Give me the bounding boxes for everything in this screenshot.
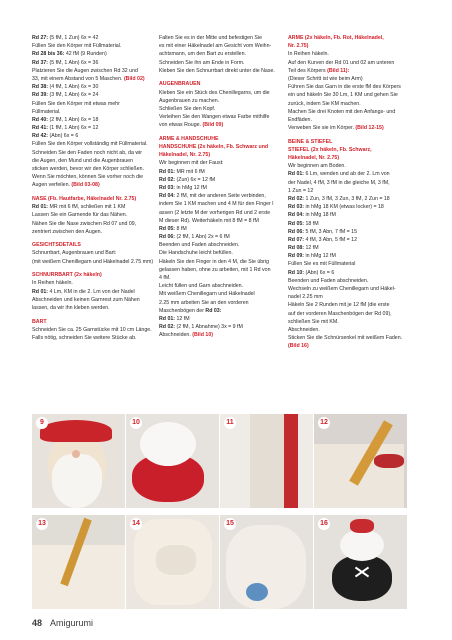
instruction-text: Häkeln Sie den Finger in den 4 M, die Sie übrig (159, 258, 270, 265)
round-label: Rd 04: (159, 193, 176, 200)
photo-16 (314, 515, 407, 609)
text-line (159, 34, 281, 42)
instruction-text: In Reihen häkeln. (288, 51, 329, 58)
image-reference: (Bild 10) (192, 332, 213, 339)
instruction-text: Schneiden Sie den Faden noch nicht ab, da wir (32, 149, 143, 156)
text-line (32, 124, 154, 132)
instruction-text: auf der vorderen Maschenbögen der Rd 09), (288, 310, 392, 317)
instruction-text: 4 fM, 3 Abn, 5 fM = 12 (304, 236, 358, 243)
text-line (159, 67, 281, 75)
photo-number: 11 (224, 417, 236, 429)
instruction-text: (mit weißem Chenillegarn und Häkelnadel 2.75 mm) (32, 258, 154, 265)
round-label: Rd 08: (288, 245, 305, 252)
instruction-text: Falten Sie es in der Mitte und befestigen Sie (159, 35, 263, 41)
section-heading: NASE (32, 195, 47, 202)
text-line (288, 154, 418, 162)
image-reference: (Bild 16) (288, 343, 309, 350)
round-label: Rd 28 bis 36: (32, 51, 65, 58)
text-line (32, 203, 154, 211)
instruction-text: Teil des Körpers (288, 67, 328, 74)
text-line (288, 59, 418, 67)
instruction-text: (Abn) 6x = 6 (304, 269, 335, 276)
text-line (32, 288, 154, 296)
photo-number: 16 (318, 518, 330, 530)
instruction-text: 2.25 mm arbeiten Sie an den vorderen (159, 299, 249, 306)
instruction-text: Lassen Sie ein Garnende für das Nähen. (32, 212, 128, 219)
round-label: Rd 01: (159, 168, 176, 175)
text-line (32, 279, 154, 287)
instruction-text: MR mit 6 fM (175, 168, 205, 175)
instruction-text: ein und häkeln Sie 30 Lm, 1 KM und gehen Sie (288, 92, 398, 99)
instruction-text: (4 fM, 1 Abn) 6x = 30 (48, 84, 99, 91)
instruction-text: 8 fM (175, 225, 187, 232)
photo-12 (314, 414, 407, 508)
text-line (288, 252, 418, 260)
text-line (159, 113, 281, 121)
text-line (288, 108, 418, 116)
section-heading-sub: (2x häkeln, Fb. Rot, Häkelnadel, (303, 35, 384, 41)
photo-11 (220, 414, 313, 508)
instruction-text: die Augen, den Mund und die Augenbrauen (32, 157, 134, 164)
text-line (288, 211, 418, 219)
instruction-text: Wir beginnen am Boden. (288, 163, 346, 170)
round-label: Rd 01: (288, 171, 305, 178)
text-line (32, 108, 154, 116)
text-line (32, 241, 154, 249)
instruction-text: Die Handschuhe leicht befüllen. (159, 250, 233, 257)
photo-number: 15 (224, 518, 236, 530)
text-line (159, 217, 281, 225)
text-line (159, 209, 281, 217)
section-heading-sub: (2x häkeln, Fb. Schwarz, (309, 146, 372, 153)
instruction-text: Führen Sie das Garn in die erste fM des Körpers (288, 84, 401, 91)
text-line (32, 334, 154, 342)
image-reference: (Bild 03-08) (71, 182, 100, 189)
text-line (159, 323, 281, 331)
round-label: Rd 40: (32, 116, 49, 123)
text-line (159, 331, 281, 339)
instruction-text: (2 fM, 1 Abn) 2x = 6 fM (175, 234, 230, 241)
instruction-text: Schnurrbart, Augenbrauen und Bart: (32, 250, 117, 257)
text-line (159, 307, 281, 315)
instruction-text: Beenden und Faden abschneiden. (159, 242, 240, 249)
instruction-text: in hMg 18 fM (304, 212, 336, 219)
instruction-text: gelassen haben, ohne zu arbeiten, mit 1 Rd von (159, 266, 271, 273)
instruction-text: achtsmann, um den Bart zu erstellen. (159, 51, 246, 58)
instruction-text: Abschneiden. (159, 332, 193, 339)
instruction-text: 1 Zun = 12 (288, 187, 314, 194)
text-column-2 (159, 34, 281, 340)
text-line (288, 220, 418, 228)
instruction-text: (Dieser Schritt ist wie beim Arm) (288, 75, 363, 82)
text-line (288, 42, 418, 50)
round-label: Rd 06: (159, 234, 176, 241)
instruction-text: Sticken Sie die Schnürsenkel mit weißem Faden. (288, 335, 403, 342)
photo-number: 14 (130, 518, 142, 530)
text-line (32, 116, 154, 124)
text-line (32, 100, 154, 108)
instruction-text: Wenn Sie möchten, können Sie vorher noch die (32, 174, 144, 181)
text-line (159, 143, 281, 151)
text-line (288, 138, 418, 146)
round-label: Rd 02: (288, 195, 305, 202)
instruction-text: zurück, indem Sie KM machen. (288, 100, 361, 107)
instruction-text: nadel 2.25 mm (288, 294, 323, 301)
text-line (288, 124, 418, 132)
section-heading: STIEFEL (288, 146, 310, 153)
image-reference: (Bild 09) (202, 122, 224, 129)
text-line (288, 301, 418, 309)
instruction-text: 33, mit einem Abstand von 5 Maschen. (32, 75, 124, 82)
text-line (32, 132, 154, 140)
photo-number: 13 (36, 518, 48, 530)
section-heading: AUGENBRAUEN (159, 81, 201, 88)
photo-number: 12 (318, 417, 330, 429)
instruction-text: Augen verfeilen. (32, 182, 72, 189)
text-line (159, 42, 281, 50)
text-line (32, 165, 154, 173)
instruction-text: (1 fM, 1 Abn) 6x = 12 (48, 125, 99, 132)
text-line (159, 282, 281, 290)
round-label: Rd 38: (32, 84, 49, 91)
instruction-text: 6 Lm, wenden und ab der 2. Lm von (304, 171, 390, 178)
text-line (288, 67, 418, 75)
text-line (159, 97, 281, 105)
section-heading: Nr. 2.75) (288, 43, 309, 50)
instruction-text: Abschneiden und keinen Garnrest zum Nähen (32, 296, 140, 303)
round-label: Rd 01: (159, 315, 176, 322)
instruction-text: der Nadel, 4 fM, 3 fM in die gleiche M, 3 fM, (288, 179, 390, 186)
text-line (288, 260, 418, 268)
text-line (288, 34, 418, 42)
page-footer (32, 618, 93, 628)
instruction-text: (Zun) 6x = 12 fM (175, 176, 216, 183)
text-line (32, 157, 154, 165)
text-line (159, 249, 281, 257)
round-label: Rd 42: (32, 133, 49, 140)
section-heading: ARME (288, 35, 304, 41)
text-line (32, 181, 154, 189)
section-heading: BART (32, 318, 47, 325)
magazine-title: Amigurumi (50, 618, 94, 628)
text-line (32, 304, 154, 312)
photo-15 (220, 515, 313, 609)
text-line (159, 184, 281, 192)
instruction-text: Falls nötig, schneiden Sie weitere Stücke ab. (32, 334, 137, 341)
round-label: Rd 37: (32, 59, 49, 66)
round-label: Rd 04: (288, 212, 305, 219)
instruction-text: Füllen Sie den Körper vollständig mit Füllmaterial. (32, 141, 148, 148)
text-column-3 (288, 34, 418, 351)
text-line (32, 83, 154, 91)
text-line (159, 121, 281, 129)
instruction-text: Endfäden. (288, 116, 312, 123)
text-line (159, 168, 281, 176)
text-line (159, 192, 281, 200)
text-line (32, 228, 154, 236)
round-label: Rd 05: (288, 220, 305, 227)
instruction-text: indem Sie 1 KM machen und 4 M für den Finger l (159, 201, 274, 208)
round-label: Rd 03: (205, 307, 222, 314)
instruction-text: Schneiden Sie ihn am Ende in Form. (159, 59, 245, 66)
text-line (32, 149, 154, 157)
text-line (32, 59, 154, 67)
text-line (32, 67, 154, 75)
instruction-text: schließen Sie mit KM. (288, 318, 339, 325)
text-line (159, 266, 281, 274)
text-line (159, 151, 281, 159)
section-heading-sub: (Fb. Hautfarbe, Häkelnadel Nr. 2.75) (46, 195, 137, 202)
text-line (32, 220, 154, 228)
instruction-text: assen (2 letzte M der vorherigen Rd und 2 erste (159, 209, 271, 216)
round-label: Rd 07: (288, 236, 305, 243)
text-line (288, 179, 418, 187)
text-line (159, 274, 281, 282)
text-line (159, 315, 281, 323)
text-line (32, 195, 154, 203)
round-label: Rd 41: (32, 125, 49, 132)
instruction-text: 4 fM. (159, 275, 171, 282)
instruction-text: Häkeln Sie 2 Runden mit je 12 fM (die erste (288, 302, 390, 309)
text-line (159, 225, 281, 233)
section-heading: BEINE & STIEFEL (288, 138, 333, 145)
instruction-text: Platzieren Sie die Augen zwischen Rd 32 und (32, 67, 138, 74)
text-line (159, 159, 281, 167)
instruction-text: 1 Zun, 3 fM, 3 Zun, 3 fM, 2 Zun = 18 (304, 195, 390, 202)
instruction-text: (5 fM, 1 Zun) 6x = 42 (48, 35, 99, 41)
photo-14 (126, 515, 219, 609)
round-label: Rd 10: (288, 269, 305, 276)
photo-number: 9 (36, 417, 48, 429)
text-line (32, 258, 154, 266)
instruction-text: Füllen Sie es mit Füllmaterial (288, 261, 356, 268)
instruction-text: von etwas Rouge. (159, 122, 203, 129)
instruction-text: Auf den Kurven der Rd 01 und 02 am unteren (288, 59, 395, 66)
instruction-text: 2 fM, mit der anderen Seite verbinden, (175, 193, 266, 200)
instruction-text: Leicht füllen und Garn abschneiden. (159, 283, 244, 290)
instruction-text: in hMg 12 fM (175, 184, 207, 191)
instruction-text: Verweben Sie sie im Körper. (288, 125, 356, 132)
text-line (288, 334, 418, 342)
instruction-text: Wechseln zu weißem Chenillegarn und Häkel- (288, 286, 396, 293)
text-line (288, 75, 418, 83)
text-line (32, 140, 154, 148)
instruction-text: (2 fM, 1 Abn) 6x = 18 (48, 116, 99, 123)
text-line (159, 299, 281, 307)
text-line (32, 271, 154, 279)
text-line (288, 277, 418, 285)
text-line (288, 318, 418, 326)
round-label: Rd 02: (159, 176, 176, 183)
text-line (32, 211, 154, 219)
instruction-text: Augenbrauen zu machen. (159, 97, 220, 104)
text-line (288, 195, 418, 203)
instruction-text: 12 fM (304, 245, 319, 252)
text-line (288, 203, 418, 211)
text-line (288, 342, 418, 350)
instruction-text: in hMg 12 fM (304, 253, 336, 260)
instruction-text: Schneiden Sie ca. 25 Garnstücke mit 10 cm Länge. (32, 326, 152, 333)
instruction-text: Wir beginnen mit der Faust: (159, 160, 224, 167)
section-heading: ARME & HANDSCHUHE (159, 135, 219, 142)
text-line (32, 296, 154, 304)
instruction-text: 42 fM (9 Runden) (64, 51, 107, 58)
instruction-text: 5 fM, 3 Abn, 7 fM = 15 (304, 228, 358, 235)
round-label: Rd 03: (159, 184, 176, 191)
instruction-text: (3 fM, 1 Abn) 6x = 24 (48, 92, 99, 99)
instruction-text: Mit weißem Chenillegarn und Häkelnadel (159, 291, 255, 298)
round-label: Rd 05: (159, 225, 176, 232)
instruction-text: 4 Lm, KM in die 2. Lm von der Nadel (48, 288, 135, 295)
round-label: Rd 02: (159, 324, 176, 331)
instruction-text: M dieser Rd). Weiterhäkeln mit 8 fM = 8 fM (159, 217, 259, 224)
instruction-text: zentriert zwischen den Augen. (32, 228, 103, 235)
text-line (288, 244, 418, 252)
text-line (159, 233, 281, 241)
text-line (159, 176, 281, 184)
instruction-text: sticken werden, bevor wir den Körper schließen. (32, 166, 145, 172)
text-line (32, 91, 154, 99)
instruction-text: (5 fM, 1 Abn) 6x = 36 (48, 59, 99, 66)
text-line (288, 83, 418, 91)
text-line (159, 105, 281, 113)
image-reference: (Bild 02) (123, 75, 145, 82)
round-label: Rd 39: (32, 92, 49, 99)
text-line (288, 187, 418, 195)
text-line (159, 50, 281, 58)
text-line (288, 326, 418, 334)
instruction-text: Nähen Sie die Nase zwischen Rd 07 und 09, (32, 220, 137, 227)
text-line (32, 34, 154, 42)
section-heading-sub: (2x häkeln, Fb. Schwarz und (196, 144, 269, 151)
text-line (32, 173, 154, 181)
text-line (32, 42, 154, 50)
instruction-text: Füllen Sie den Körper mit Füllmaterial. (32, 43, 122, 50)
instruction-text: lassen, da wir ihn kleben werden. (32, 304, 110, 311)
section-heading: HANDSCHUHE (159, 144, 197, 151)
page-number: 48 (32, 618, 43, 628)
text-line (32, 318, 154, 326)
text-line (288, 293, 418, 301)
instruction-text: MR mit 6 fM, schließen mit 1 KM (48, 204, 126, 211)
instruction-text: Kleben Sie den Schnurrbart direkt unter die Nase. (159, 67, 275, 74)
text-line (288, 310, 418, 318)
text-line (288, 236, 418, 244)
text-line (288, 170, 418, 178)
instruction-text: Abschneiden. (288, 326, 320, 333)
instruction-text: Maschenbögen der (159, 307, 206, 314)
text-line (288, 269, 418, 277)
photo-09 (32, 414, 125, 508)
instruction-text: es mit einer Häkelnadel am Gesicht vom Weihn- (159, 43, 272, 50)
section-heading: Häkelnadel, Nr. 2.75) (159, 152, 211, 159)
photo-number: 10 (130, 417, 142, 429)
text-line (159, 258, 281, 266)
section-heading: Häkelnadel, Nr. 2.75) (288, 155, 340, 162)
instruction-text: In Reihen häkeln. (32, 280, 73, 287)
text-line (159, 80, 281, 88)
text-column-1 (32, 34, 154, 342)
text-line (159, 200, 281, 208)
instruction-text: in hMg 18 KM (etwas locker) = 18 (304, 204, 384, 211)
text-line (159, 290, 281, 298)
text-line (159, 59, 281, 67)
text-line (32, 326, 154, 334)
instruction-text: Schließen Sie den Kopf. (159, 105, 216, 112)
instruction-text: Füllen Sie den Körper mit etwas mehr (32, 100, 120, 107)
instruction-text: Füllmaterial. (32, 108, 61, 115)
image-reference: (Bild 11): (327, 67, 350, 74)
instruction-text: 18 fM (304, 220, 319, 227)
instruction-text: 12 fM (175, 315, 190, 322)
photo-10 (126, 414, 219, 508)
round-label: Rd 01: (32, 288, 49, 295)
text-line (288, 50, 418, 58)
text-line (32, 50, 154, 58)
instruction-text: (Abn) 6x = 6 (48, 133, 79, 140)
text-line (159, 135, 281, 143)
instruction-text: Beenden und Faden abschneiden. (288, 277, 369, 284)
text-line (32, 249, 154, 257)
text-line (288, 116, 418, 124)
section-heading: SCHNURRBART (32, 272, 73, 279)
text-line (288, 228, 418, 236)
text-line (288, 146, 418, 154)
round-label: Rd 06: (288, 228, 305, 235)
instruction-text: Verleihen Sie den Wangen etwas Farbe mithilfe (159, 114, 270, 121)
round-label: Rd 01: (32, 204, 49, 211)
text-line (288, 100, 418, 108)
round-label: Rd 03: (288, 204, 305, 211)
text-line (159, 89, 281, 97)
image-reference: (Bild 12-15) (355, 125, 384, 132)
instruction-text: Kleben Sie ein Stück des Chenillegarns, um die (159, 89, 270, 96)
instruction-text: (2 fM, 1 Abnahme) 3x = 9 fM (175, 324, 243, 331)
instruction-text: Machen Sie drei Knoten mit den Anfangs- und (288, 108, 396, 115)
round-label: Rd 09: (288, 253, 305, 260)
round-label: Rd 27: (32, 35, 49, 41)
text-line (288, 91, 418, 99)
text-line (32, 75, 154, 83)
text-line (159, 241, 281, 249)
text-line (288, 285, 418, 293)
text-line (288, 162, 418, 170)
photo-13 (32, 515, 125, 609)
section-heading-sub: (2x häkeln) (72, 272, 102, 279)
section-heading: GESICHTSDETAILS (32, 242, 81, 249)
